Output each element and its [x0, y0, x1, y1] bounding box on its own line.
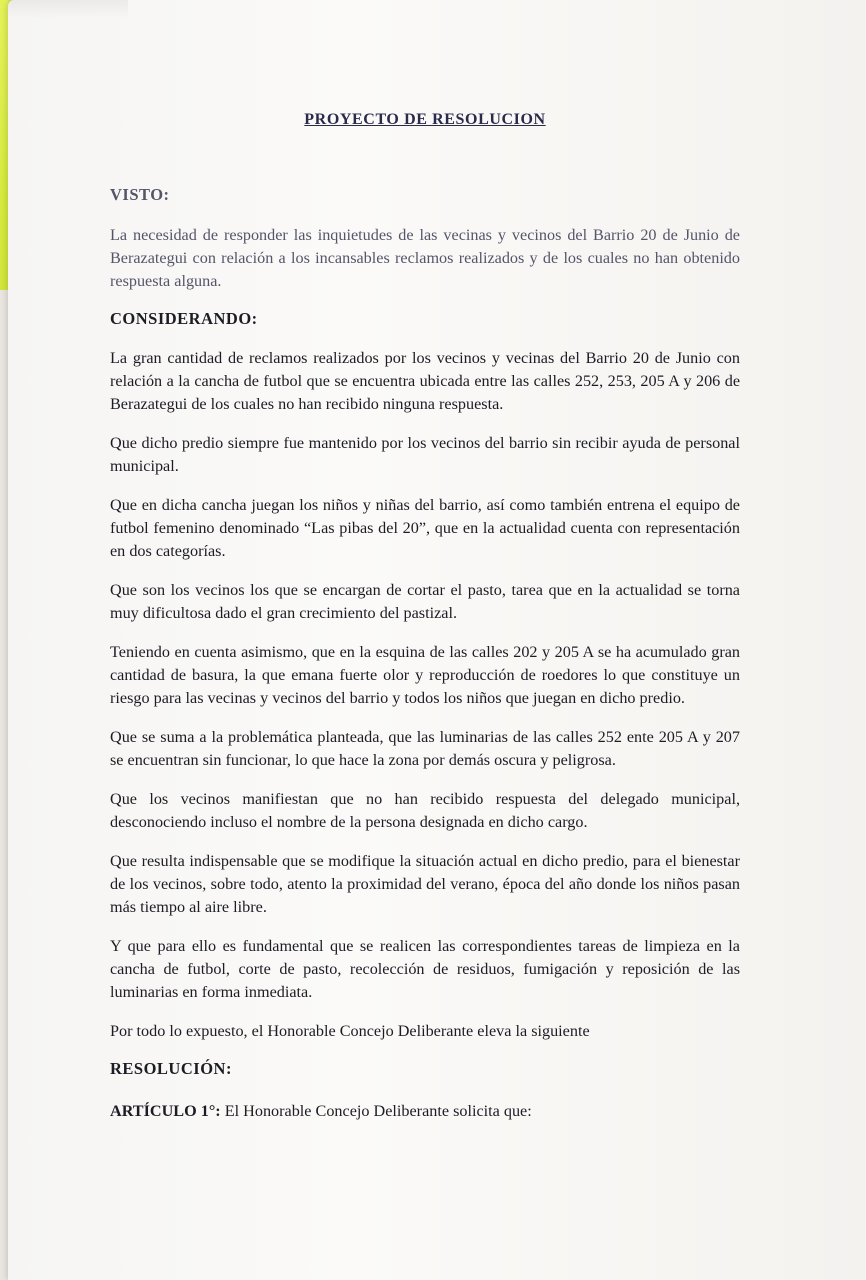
considerando-paragraph-7: Que los vecinos manifiestan que no han recibido respuesta del delegado municipal, desconociendo incluso el nombre de la persona designada en dicho cargo.	[110, 790, 740, 831]
considerando-paragraph-3: Que en dicha cancha juegan los niños y niñas del barrio, así como también entrena el equipo de futbol femenino denominado “Las pibas del 20”, que en la actualidad cuenta con representación en dos categorías.	[110, 496, 740, 560]
article-1-text: El Honorable Concejo Deliberante solicita que:	[220, 1102, 532, 1120]
considerando-paragraph-9: Y que para ello es fundamental que se realicen las correspondientes tareas de limpieza en la cancha de futbol, corte de pasto, recolección de residuos, fumigación y reposición de las luminarias en forma inmediata.	[110, 937, 740, 1001]
considerando-paragraph-1: La gran cantidad de reclamos realizados por los vecinos y vecinas del Barrio 20 de Junio con relación a la cancha de futbol que se encuentra ubicada entre las calles 252, 253, 205 A y 206 de Berazategui de los cuales no han recibido ninguna respuesta.	[110, 349, 740, 413]
visto-paragraph: La necesidad de responder las inquietudes de las vecinas y vecinos del Barrio 20 de Junio de Berazategui con relación a los incansables reclamos realizados y de los cuales no han obtenido respuesta alguna.	[110, 226, 740, 290]
considerando-paragraph-5: Teniendo en cuenta asimismo, que en la esquina de las calles 202 y 205 A se ha acumulado gran cantidad de basura, la que emana fuerte olor y reproducción de roedores lo que constituye un riesgo para las vecinas y vecinos del barrio y todos los niños que juegan en dicho predio.	[110, 643, 740, 707]
considerando-paragraph-6: Que se suma a la problemática planteada, que las luminarias de las calles 252 ente 205 A y 207 se encuentran sin funcionar, lo que hace la zona por demás oscura y peligrosa.	[110, 728, 740, 769]
document-title: PROYECTO DE RESOLUCION	[304, 111, 546, 128]
considerando-paragraph-8: Que resulta indispensable que se modifique la situación actual en dicho predio, para el bienestar de los vecinos, sobre todo, atento la proximidad del verano, época del año donde los niños pasan más tiempo al aire libre.	[110, 852, 740, 916]
considerando-paragraph-2: Que dicho predio siempre fue mantenido por los vecinos del barrio sin recibir ayuda de personal municipal.	[110, 434, 740, 475]
closing-statement: Por todo lo expuesto, el Honorable Concejo Deliberante eleva la siguiente	[110, 1022, 590, 1040]
paper-shadow	[8, 0, 128, 18]
article-1	[110, 1100, 740, 1123]
resolucion-heading: RESOLUCIÓN:	[110, 1059, 232, 1078]
visto-heading: VISTO:	[110, 185, 170, 204]
considerando-paragraph-4: Que son los vecinos los que se encargan de cortar el pasto, tarea que en la actualidad se torna muy dificultosa dado el gran crecimiento del pastizal.	[110, 581, 740, 622]
article-1-label: ARTÍCULO 1°:	[110, 1102, 221, 1120]
considerando-heading: CONSIDERANDO:	[110, 309, 258, 328]
document-content	[110, 100, 740, 1123]
